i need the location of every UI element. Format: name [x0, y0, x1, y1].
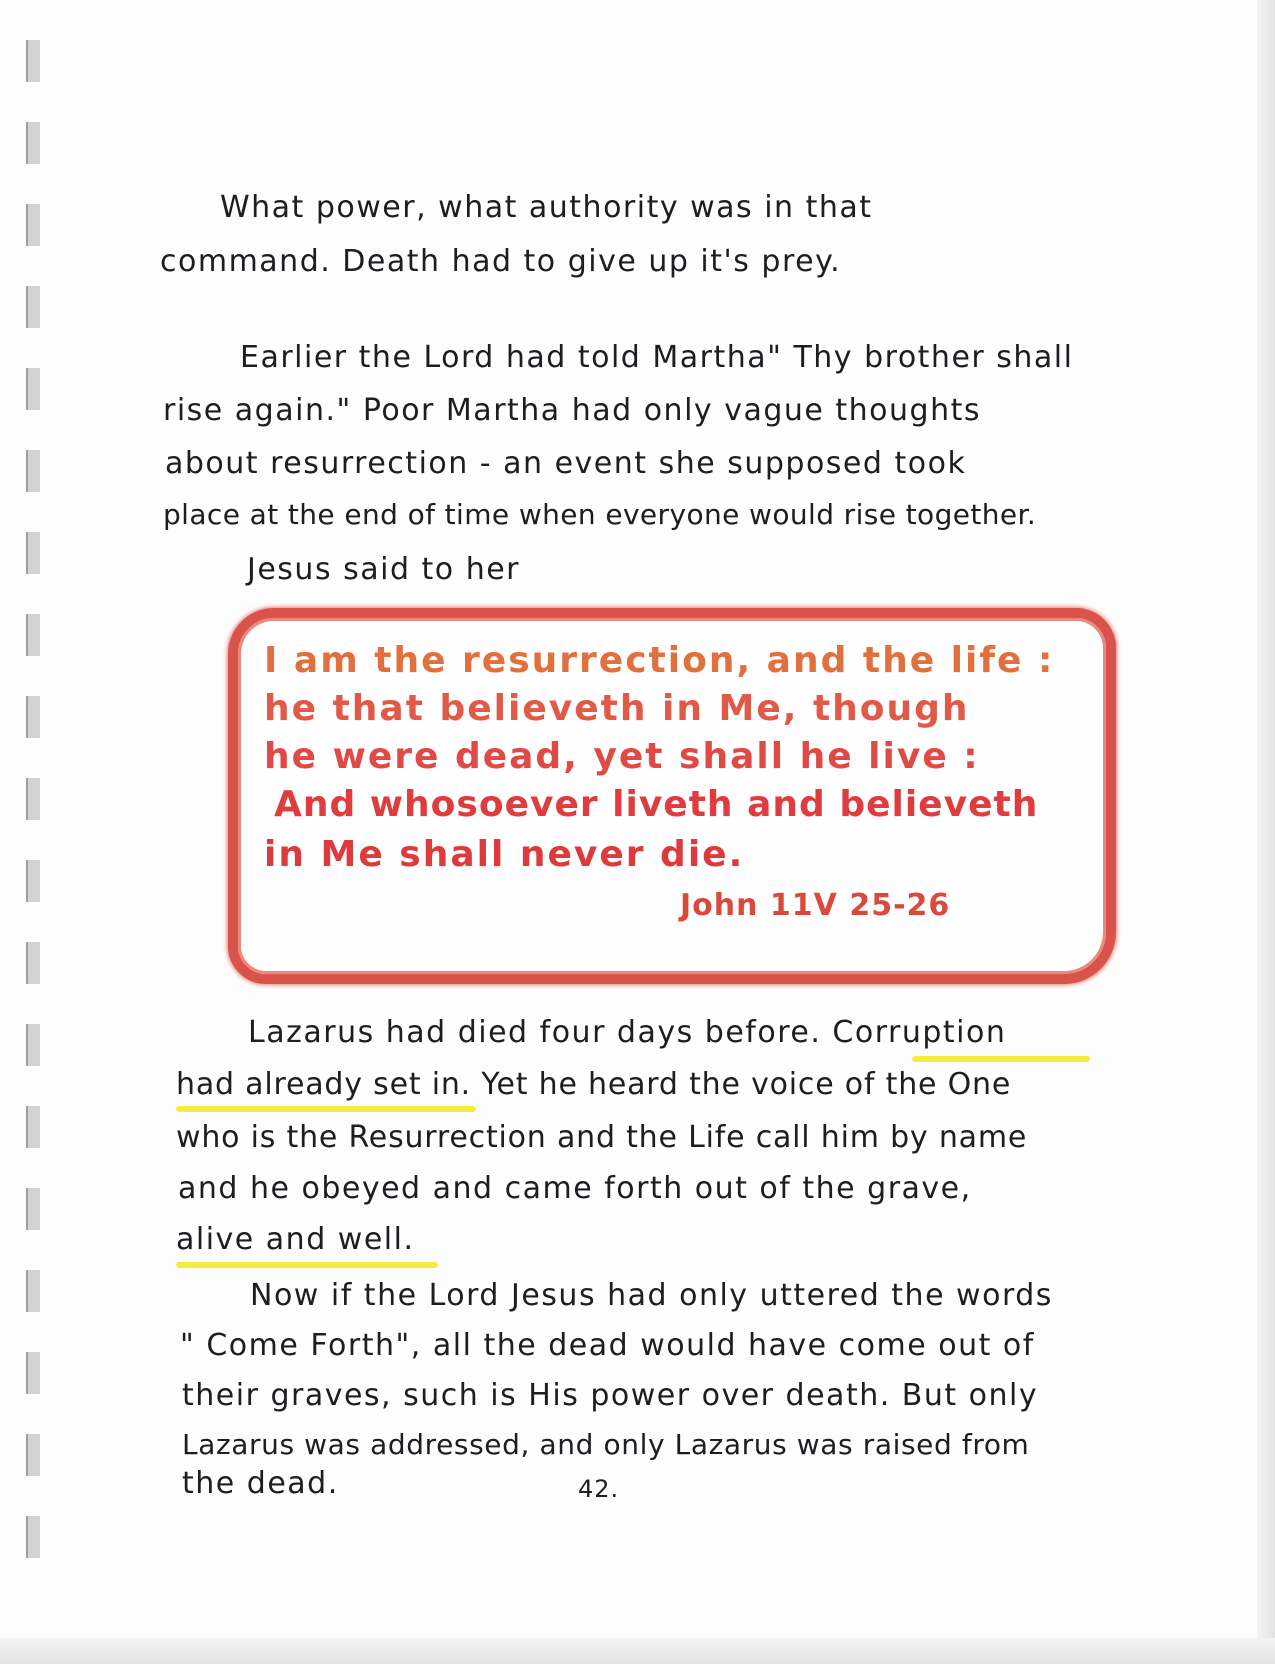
paragraph2-line: about resurrection - an event she supposed took: [165, 446, 967, 481]
binding-hole: [26, 1434, 40, 1476]
verse-line: in Me shall never die.: [264, 834, 745, 875]
verse-reference: John 11V 25-26: [680, 888, 951, 923]
binding-hole: [26, 450, 40, 492]
paragraph3-line: alive and well.: [176, 1222, 415, 1257]
binding-hole: [26, 286, 40, 328]
binding-hole: [26, 122, 40, 164]
paragraph1-line: command. Death had to give up it's prey.: [160, 244, 842, 279]
binding-hole: [26, 1352, 40, 1394]
highlight-mark: [912, 1056, 1090, 1062]
paragraph4-line: " Come Forth", all the dead would have come out of: [180, 1328, 1035, 1363]
verse-line: he were dead, yet shall he live :: [264, 736, 980, 777]
highlight-mark: [176, 1106, 476, 1112]
scripture-verse-box: [228, 608, 1116, 984]
paragraph3-line: and he obeyed and came forth out of the grave,: [178, 1171, 972, 1206]
binding-hole: [26, 860, 40, 902]
page-edge-shadow: [0, 1638, 1275, 1664]
binding-hole: [26, 1024, 40, 1066]
paragraph4-line: Lazarus was addressed, and only Lazarus was raised from: [182, 1428, 1030, 1461]
binding-hole: [26, 368, 40, 410]
binding-hole: [26, 942, 40, 984]
binding-hole: [26, 40, 40, 82]
verse-line: he that believeth in Me, though: [264, 688, 970, 729]
page-edge-shadow: [1257, 0, 1275, 1664]
page-number: 42.: [578, 1475, 620, 1503]
verse-line: I am the resurrection, and the life :: [264, 640, 1055, 681]
paragraph2-line: place at the end of time when everyone would rise together.: [163, 498, 1037, 531]
paragraph4-line: their graves, such is His power over death. But only: [182, 1378, 1039, 1413]
binding-hole: [26, 778, 40, 820]
binding-hole: [26, 1516, 40, 1558]
paragraph2-line: Jesus said to her: [247, 552, 520, 587]
verse-line: And whosoever liveth and believeth: [274, 784, 1039, 825]
binding-hole: [26, 1188, 40, 1230]
spiral-binding-holes: [26, 40, 42, 1600]
binding-hole: [26, 204, 40, 246]
binding-hole: [26, 1106, 40, 1148]
binding-hole: [26, 532, 40, 574]
highlight-mark: [176, 1262, 438, 1268]
paragraph3-line: Lazarus had died four days before. Corruption: [248, 1015, 1007, 1050]
binding-hole: [26, 696, 40, 738]
binding-hole: [26, 614, 40, 656]
paragraph2-line: Earlier the Lord had told Martha" Thy brother shall: [240, 340, 1074, 375]
paragraph4-line: the dead.: [182, 1466, 339, 1501]
paragraph3-line: who is the Resurrection and the Life call him by name: [176, 1120, 1028, 1155]
paragraph3-line: had already set in. Yet he heard the voice of the One: [176, 1067, 1012, 1102]
paragraph1-line: What power, what authority was in that: [220, 190, 873, 225]
paragraph4-line: Now if the Lord Jesus had only uttered the words: [250, 1278, 1053, 1313]
binding-hole: [26, 1270, 40, 1312]
paragraph2-line: rise again." Poor Martha had only vague thoughts: [163, 393, 981, 428]
